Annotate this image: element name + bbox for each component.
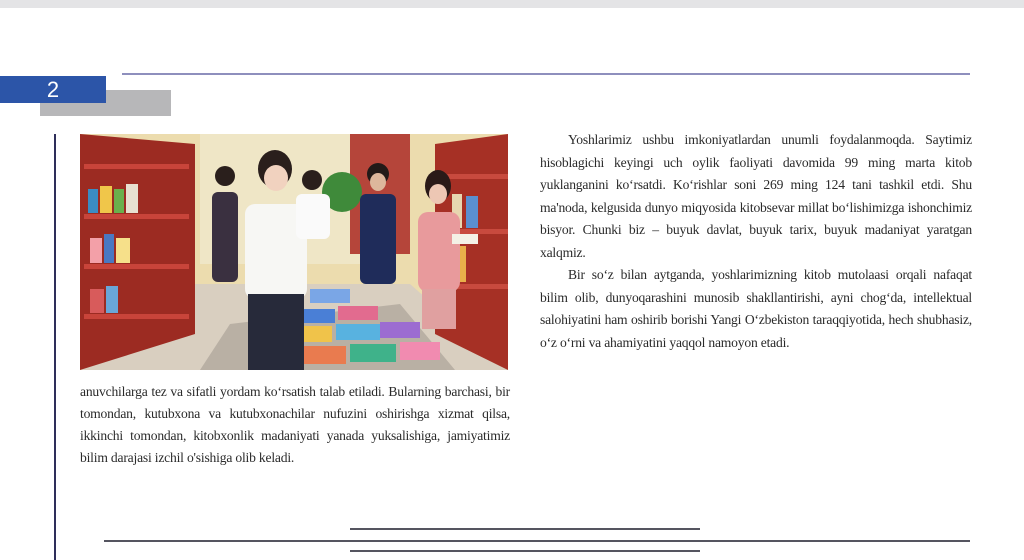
left-margin-rule: [54, 134, 56, 560]
left-column-text: [80, 381, 510, 469]
library-photo: [80, 134, 508, 370]
page-number: 2: [0, 76, 106, 103]
header-rule: [122, 73, 970, 75]
left-paragraph: anuvchilarga tez va sifatli yordam ko‘rsatish talab etiladi. Bularning barchasi, bir tomondan, kutubxona va kutubxonachilar nufuzini oshirishga xizmat qilsa, ikkinchi tomondan, kitobxonlik madaniyati yanada yuksalishiga, jamiyatimiz bilim darajasi izchil o'sishiga olib keladi.: [80, 384, 510, 465]
footer-rule-bottom: [350, 550, 700, 552]
footer-rule-top: [350, 528, 700, 530]
footer-rule-middle: [104, 540, 970, 542]
right-paragraph-1: Yoshlarimiz ushbu imkoniyatlardan unumli foydalanmoqda. Saytimiz hisoblagichi keyingi uch oylik faoliyati davomida 99 ming marta kitob yuklanganini ko‘rsatdi. Ko‘rishlar soni 269 ming 124 tani tashkil etdi. Shu ma'noda, kelgusida dunyo miqyosida kitobsevar millat bo‘lishimizga ishonchimiz bisyor. Chunki biz – buyuk davlat, buyuk tarix, buyuk madaniyat yaratgan xalqmiz.: [540, 132, 972, 260]
right-paragraph-2: Bir so‘z bilan aytganda, yoshlarimizning kitob mutolaasi orqali nafaqat bilim olib, dunyoqarashini munosib shakllantirishi, ayni chog‘da, intellektual salohiyatini ham oshirib borishi Yangi O‘zbekiston taraqqiyotida, hech shubhasiz, o‘z o‘rni va ahamiyatini yaqqol namoyon etadi.: [540, 267, 972, 350]
top-edge-strip: [0, 0, 1024, 8]
right-column-text: [540, 129, 972, 354]
